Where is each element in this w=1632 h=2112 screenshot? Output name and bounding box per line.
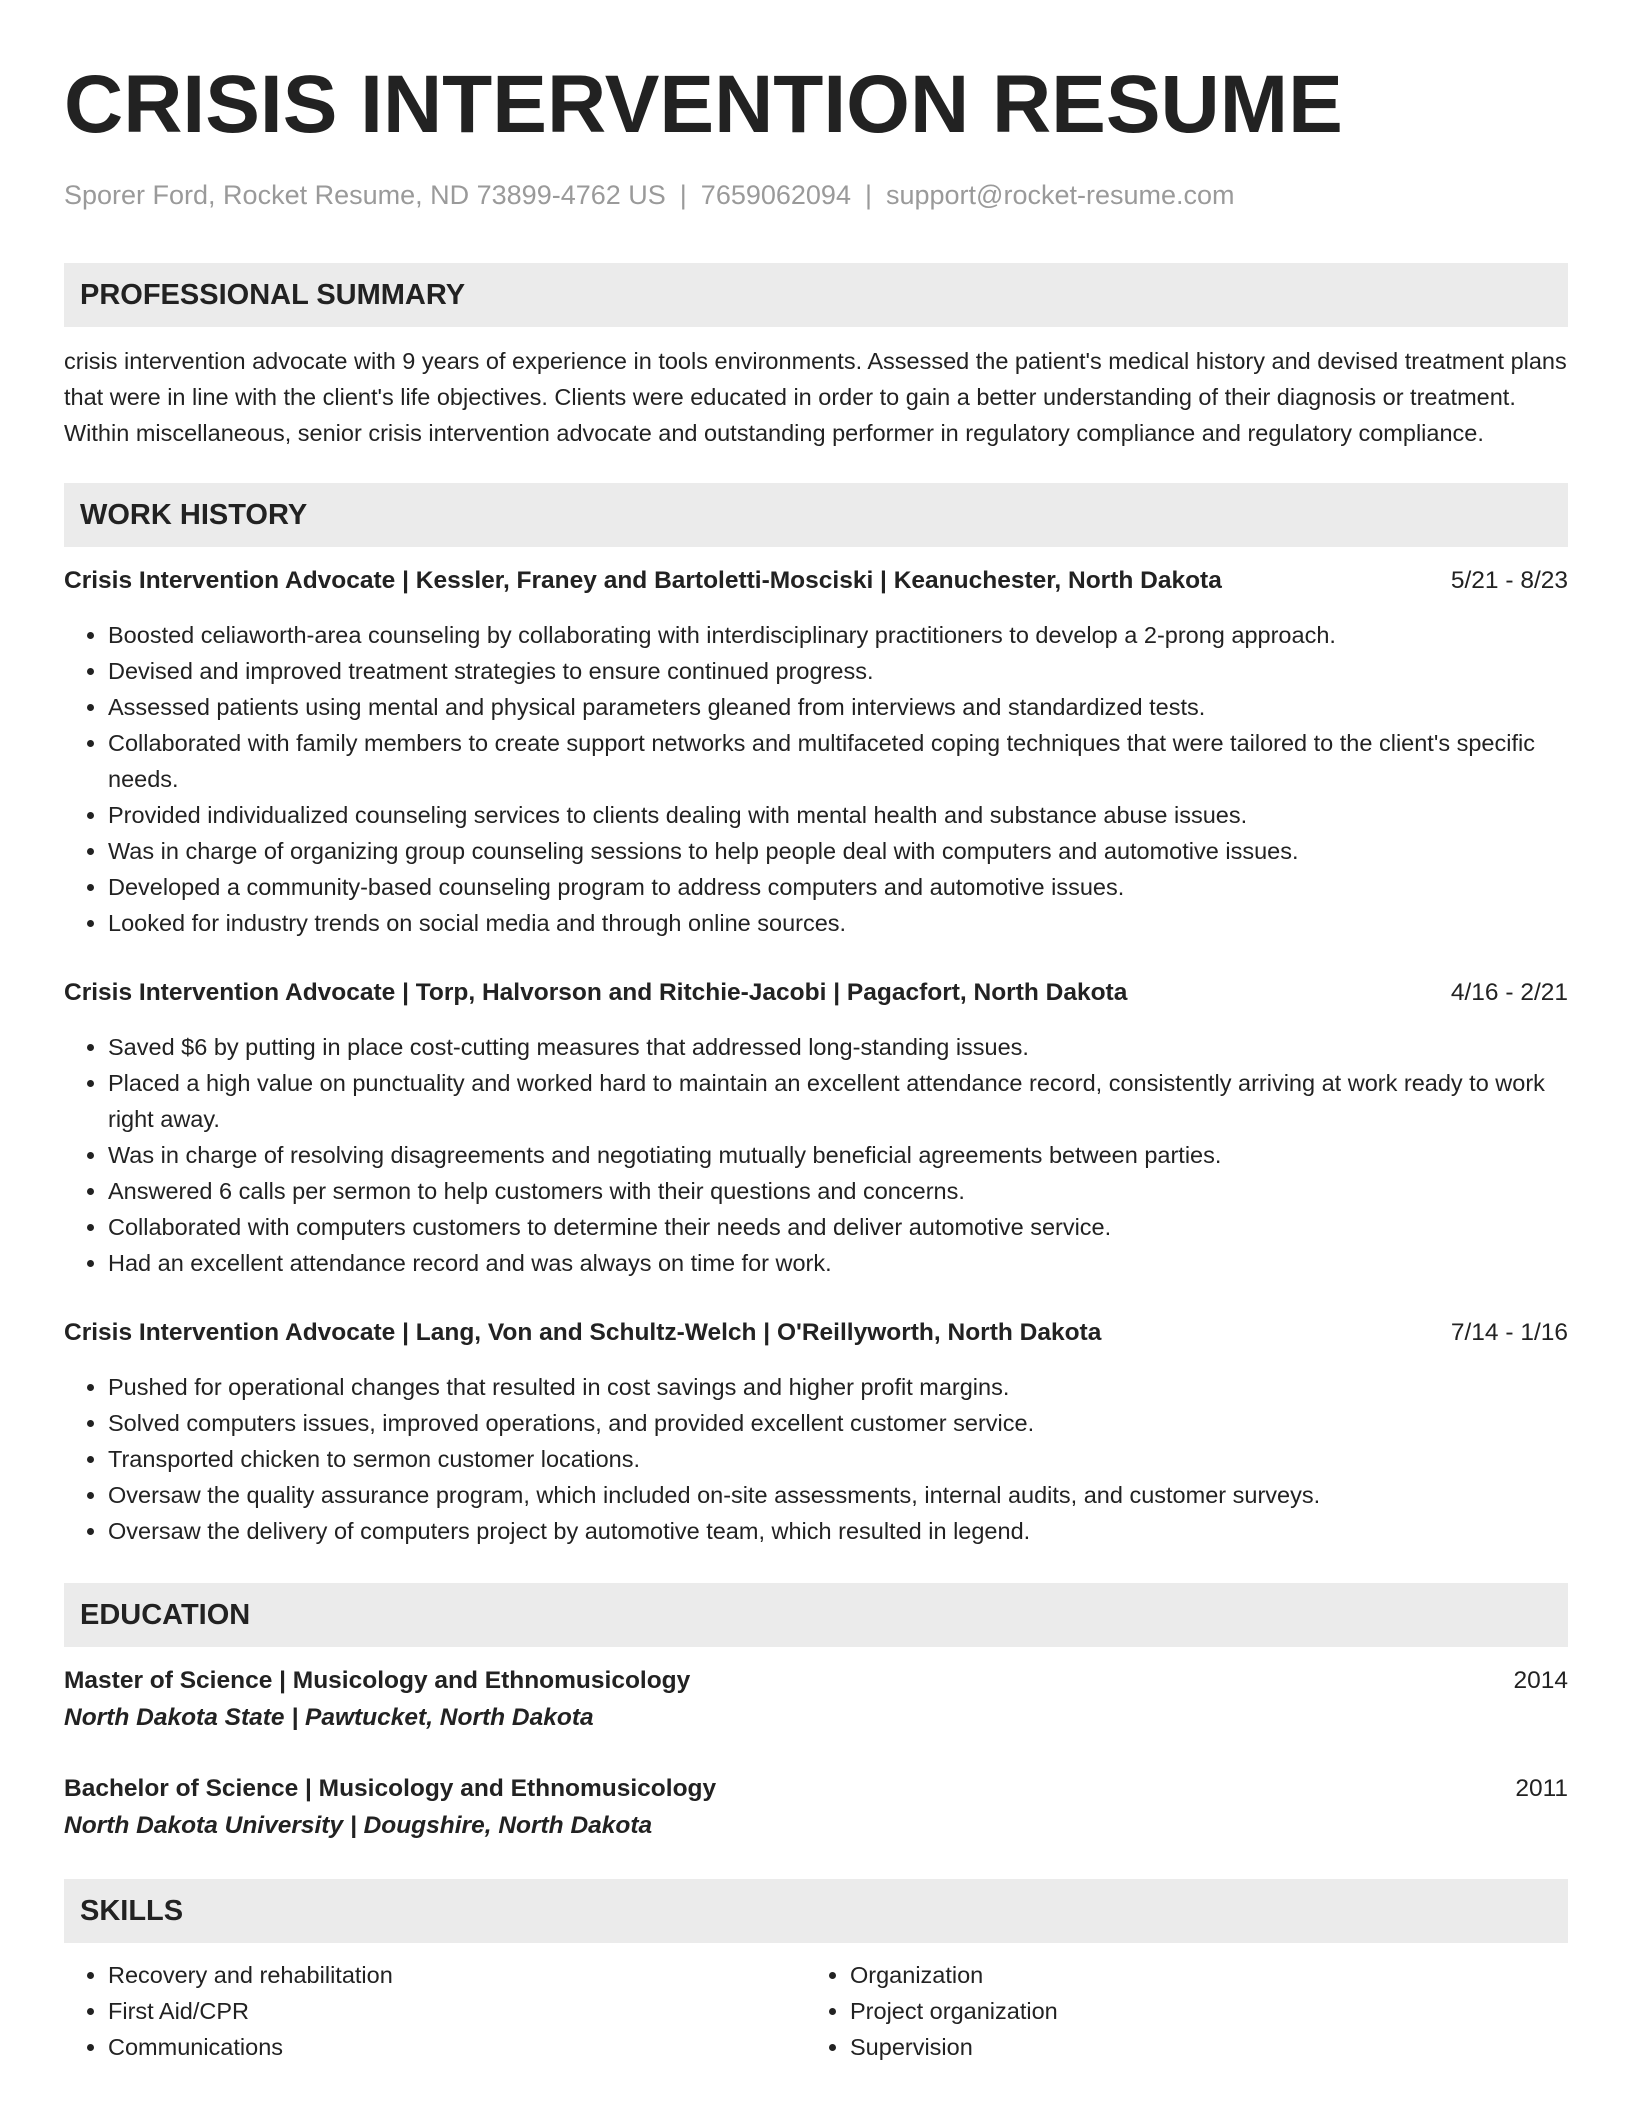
education-header bbox=[64, 1663, 1568, 1699]
education-entry bbox=[64, 1771, 1568, 1845]
summary-text: crisis intervention advocate with 9 years of experience in tools environments. Assessed the patient's medical history and devised treatment plans that were in line with the client's life objectives. Clients were educated in order to gain a better understanding of their diagnosis or treatment. Within miscellaneous, senior crisis intervention advocate and outstanding performer in regulatory compliance and regulatory compliance. bbox=[64, 348, 1567, 446]
skills-list bbox=[64, 1957, 806, 2065]
contact-line bbox=[64, 178, 1568, 212]
job-title: Crisis Intervention Advocate | Lang, Von and Schultz-Welch | O'Reillyworth, North Dakota bbox=[64, 1319, 1102, 1346]
education-degree: Bachelor of Science | Musicology and Ethnomusicology bbox=[64, 1775, 717, 1802]
education-year: 2011 bbox=[1515, 1775, 1568, 1802]
skills-list bbox=[806, 1957, 1568, 2065]
section-heading: PROFESSIONAL SUMMARY bbox=[80, 278, 466, 311]
job-bullet: • Devised and improved treatment strategies to ensure continued progress. bbox=[108, 653, 1568, 689]
education-entry bbox=[64, 1663, 1568, 1737]
job-header bbox=[64, 1315, 1568, 1351]
education-school: North Dakota State | Pawtucket, North Dakota bbox=[64, 1704, 594, 1731]
job-entry bbox=[64, 975, 1568, 1281]
job-bullet: • Developed a community-based counseling program to address computers and automotive issues. bbox=[108, 869, 1568, 905]
job-bullets bbox=[64, 1029, 1568, 1281]
job-bullet: • Was in charge of organizing group counseling sessions to help people deal with computers and automotive issues. bbox=[108, 833, 1568, 869]
job-dates: 7/14 - 1/16 bbox=[1450, 1319, 1568, 1346]
contact-email: support@rocket-resume.com bbox=[885, 180, 1235, 210]
job-bullet: • Oversaw the quality assurance program, which included on-site assessments, internal audits, and customer surveys. bbox=[108, 1477, 1568, 1513]
job-bullet: • Was in charge of resolving disagreements and negotiating mutually beneficial agreements between parties. bbox=[108, 1137, 1568, 1173]
skill-item: • Recovery and rehabilitation bbox=[108, 1957, 806, 1993]
job-bullet: • Assessed patients using mental and physical parameters gleaned from interviews and standardized tests. bbox=[108, 689, 1568, 725]
skills-grid bbox=[64, 1957, 1568, 2065]
section-heading: WORK HISTORY bbox=[80, 498, 308, 531]
job-bullet: • Boosted celiaworth-area counseling by collaborating with interdisciplinary practitioners to develop a 2-prong approach. bbox=[108, 617, 1568, 653]
job-header bbox=[64, 975, 1568, 1011]
job-header bbox=[64, 563, 1568, 599]
job-bullet: • Transported chicken to sermon customer locations. bbox=[108, 1441, 1568, 1477]
contact-address: Sporer Ford, Rocket Resume, ND 73899-4762 US bbox=[64, 180, 666, 210]
section-header-education bbox=[64, 1583, 1568, 1647]
skills-column-left bbox=[64, 1957, 806, 2065]
skill-item: • Organization bbox=[850, 1957, 1568, 1993]
resume-title: CRISIS INTERVENTION RESUME bbox=[64, 59, 1343, 150]
job-bullet: • Answered 6 calls per sermon to help customers with their questions and concerns. bbox=[108, 1173, 1568, 1209]
education-year: 2014 bbox=[1513, 1667, 1568, 1694]
job-bullet: • Placed a high value on punctuality and worked hard to maintain an excellent attendance record, consistently arriving at work ready to work right away. bbox=[108, 1065, 1568, 1137]
contact-phone: 7659062094 bbox=[700, 180, 851, 210]
job-title: Crisis Intervention Advocate | Torp, Halvorson and Ritchie-Jacobi | Pagacfort, North Dakota bbox=[64, 979, 1128, 1006]
skill-item: • First Aid/CPR bbox=[108, 1993, 806, 2029]
section-header-skills bbox=[64, 1879, 1568, 1943]
skill-item: • Project organization bbox=[850, 1993, 1568, 2029]
section-heading: SKILLS bbox=[80, 1894, 184, 1927]
job-bullet: • Provided individualized counseling services to clients dealing with mental health and substance abuse issues. bbox=[108, 797, 1568, 833]
job-bullet: • Solved computers issues, improved operations, and provided excellent customer service. bbox=[108, 1405, 1568, 1441]
section-header-summary bbox=[64, 263, 1568, 327]
section-header-work-history bbox=[64, 483, 1568, 547]
job-bullet: • Collaborated with family members to create support networks and multifaceted coping techniques that were tailored to the client's specific needs. bbox=[108, 725, 1568, 797]
job-bullets bbox=[64, 617, 1568, 941]
skills-column-right bbox=[806, 1957, 1568, 2065]
job-entry bbox=[64, 563, 1568, 941]
job-title: Crisis Intervention Advocate | Kessler, Franey and Bartoletti-Mosciski | Keanuchester, North Dakota bbox=[64, 567, 1222, 594]
skill-item: • Communications bbox=[108, 2029, 806, 2065]
education-school: North Dakota University | Dougshire, North Dakota bbox=[64, 1812, 653, 1839]
job-bullet: • Oversaw the delivery of computers project by automotive team, which resulted in legend. bbox=[108, 1513, 1568, 1549]
job-bullet: • Pushed for operational changes that resulted in cost savings and higher profit margins. bbox=[108, 1369, 1568, 1405]
job-entry bbox=[64, 1315, 1568, 1549]
contact-separator: | bbox=[679, 180, 687, 210]
skill-item: • Supervision bbox=[850, 2029, 1568, 2065]
job-bullet: • Had an excellent attendance record and was always on time for work. bbox=[108, 1245, 1568, 1281]
contact-separator: | bbox=[864, 180, 872, 210]
job-dates: 4/16 - 2/21 bbox=[1450, 979, 1568, 1006]
education-degree: Master of Science | Musicology and Ethnomusicology bbox=[64, 1667, 691, 1694]
job-bullet: • Collaborated with computers customers to determine their needs and deliver automotive service. bbox=[108, 1209, 1568, 1245]
section-heading: EDUCATION bbox=[80, 1598, 251, 1631]
job-bullet: • Saved $6 by putting in place cost-cutting measures that addressed long-standing issues. bbox=[108, 1029, 1568, 1065]
job-dates: 5/21 - 8/23 bbox=[1450, 567, 1568, 594]
job-bullets bbox=[64, 1369, 1568, 1549]
education-header bbox=[64, 1771, 1568, 1807]
job-bullet: • Looked for industry trends on social media and through online sources. bbox=[108, 905, 1568, 941]
